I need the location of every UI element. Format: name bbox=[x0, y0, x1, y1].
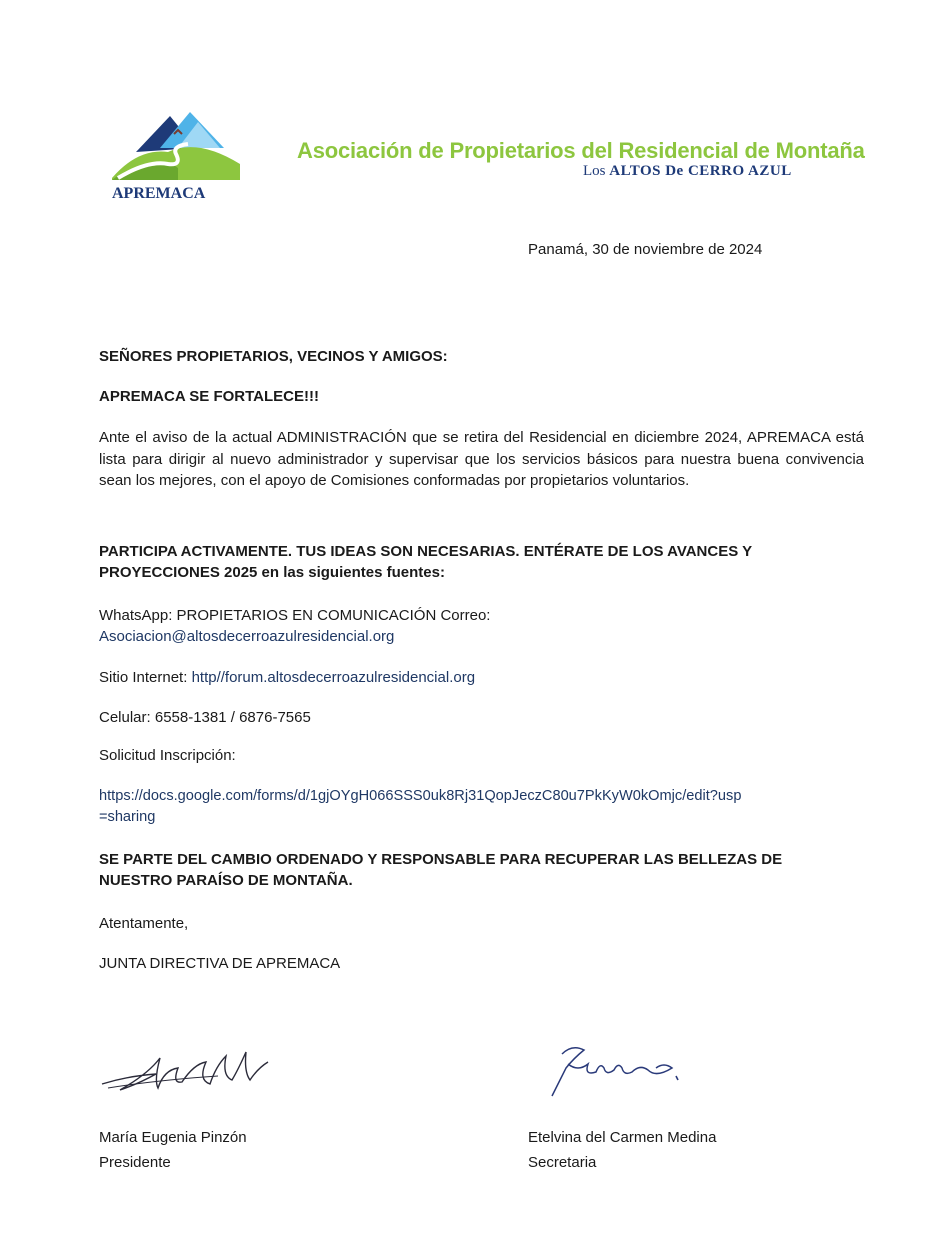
whatsapp-label: WhatsApp: PROPIETARIOS EN COMUNICACIÓN Correo: bbox=[99, 607, 491, 624]
call-to-action-line2: PROYECCIONES 2025 en las siguientes fuentes: bbox=[99, 564, 445, 581]
intro-paragraph: Ante el aviso de la actual ADMINISTRACIÓN que se retira del Residencial en diciembre 2024, APREMACA está lista para dirigir al nuevo administrador y supervisar que los servicios básicos para nuestra buena convivencia sean los mejores, con el apoyo de Comisiones conformadas por propietarios voluntarios. bbox=[99, 429, 864, 489]
salutation: SEÑORES PROPIETARIOS, VECINOS Y AMIGOS: bbox=[99, 348, 448, 365]
signature-president bbox=[98, 1040, 278, 1100]
website-contact bbox=[99, 667, 864, 688]
signup-link[interactable] bbox=[99, 786, 864, 828]
signatory-secretary bbox=[528, 1125, 716, 1175]
signature-secretary bbox=[544, 1038, 694, 1102]
signatory-role: Presidente bbox=[99, 1154, 171, 1171]
signup-label: Solicitud Inscripción: bbox=[99, 747, 236, 764]
sign-off: Atentamente, bbox=[99, 915, 189, 932]
organization-subtitle bbox=[583, 163, 792, 180]
organization-subtitle-bold: ALTOS De CERRO AZUL bbox=[609, 163, 792, 179]
closing-statement bbox=[99, 849, 864, 891]
website-label: Sitio Internet: bbox=[99, 669, 192, 686]
signatory-role: Secretaria bbox=[528, 1154, 597, 1171]
call-to-action bbox=[99, 541, 864, 583]
board-name: JUNTA DIRECTIVA DE APREMACA bbox=[99, 955, 341, 972]
signup-url-line1[interactable]: https://docs.google.com/forms/d/1gjOYgH066SSS0uk8Rj31QopJeczC80u7PkKyW0kOmjc/edit?usp bbox=[99, 788, 742, 804]
whatsapp-contact bbox=[99, 605, 864, 647]
call-to-action-line1: PARTICIPA ACTIVAMENTE. TUS IDEAS SON NECESARIAS. ENTÉRATE DE LOS AVANCES Y bbox=[99, 543, 753, 560]
closing-line1: SE PARTE DEL CAMBIO ORDENADO Y RESPONSABLE PARA RECUPERAR LAS BELLEZAS DE bbox=[99, 851, 783, 868]
email-link[interactable]: Asociacion@altosdecerroazulresidencial.org bbox=[99, 628, 395, 645]
closing-line2: NUESTRO PARAÍSO DE MONTAÑA. bbox=[99, 872, 353, 889]
website-link[interactable]: http//forum.altosdecerroazulresidencial.org bbox=[191, 669, 476, 686]
signatory-name: María Eugenia Pinzón bbox=[99, 1129, 247, 1146]
apremaca-logo bbox=[108, 108, 244, 204]
signatory-president bbox=[99, 1125, 247, 1175]
phone-contact: Celular: 6558-1381 / 6876-7565 bbox=[99, 709, 311, 726]
headline: APREMACA SE FORTALECE!!! bbox=[99, 388, 319, 405]
letter-date: Panamá, 30 de noviembre de 2024 bbox=[528, 241, 763, 258]
signup-url-line2[interactable]: =sharing bbox=[99, 809, 156, 825]
logo-text: APREMACA bbox=[112, 185, 206, 202]
organization-subtitle-prefix: Los bbox=[583, 163, 606, 179]
signatory-name: Etelvina del Carmen Medina bbox=[528, 1129, 717, 1146]
organization-name: Asociación de Propietarios del Residencial de Montaña bbox=[297, 138, 865, 163]
